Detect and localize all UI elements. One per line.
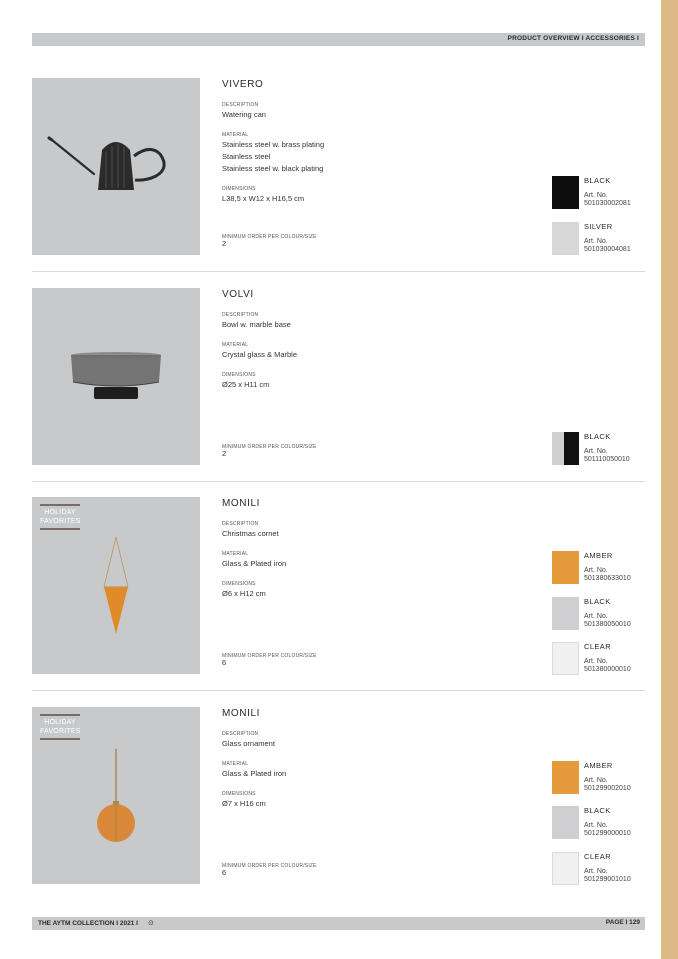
color-swatch-clear — [552, 642, 579, 675]
art-no-label: Art. No. — [584, 448, 608, 455]
color-swatch-amber — [552, 551, 579, 584]
description-label: DESCRIPTION — [222, 102, 259, 108]
material-value: Stainless steel — [222, 152, 271, 161]
ornament-image — [32, 707, 200, 884]
color-swatch-black — [552, 806, 579, 839]
art-no-value: 501299002010 — [584, 785, 631, 792]
variant-silver — [552, 222, 647, 258]
material-label: MATERIAL — [222, 132, 249, 138]
art-no-value: 501110050010 — [584, 456, 630, 463]
material-value: Stainless steel w. black plating — [222, 164, 324, 173]
variant-art-no — [584, 567, 631, 583]
color-swatch-clear — [552, 852, 579, 885]
description-value: Bowl w. marble base — [222, 320, 291, 329]
variant-art-no — [584, 822, 631, 838]
product-divider — [32, 690, 645, 691]
material-label: MATERIAL — [222, 342, 249, 348]
variant-art-no — [584, 613, 631, 629]
description-value: Watering can — [222, 110, 266, 119]
dimensions-value: L38,5 x W12 x H16,5 cm — [222, 194, 305, 203]
variant-art-no — [584, 192, 631, 208]
product-name: MONILI — [222, 708, 261, 719]
moq-value: 2 — [222, 449, 227, 458]
product-vivero — [32, 78, 645, 288]
bowl-image — [32, 288, 200, 465]
art-no-label: Art. No. — [584, 658, 608, 665]
color-swatch-silver — [552, 222, 579, 255]
variant-clear — [552, 852, 647, 888]
product-photo-christmas-cornet — [32, 497, 200, 674]
dimensions-label: DIMENSIONS — [222, 372, 256, 378]
moq-block — [222, 444, 317, 458]
product-name: MONILI — [222, 498, 261, 509]
moq-label: MINIMUM ORDER PER COLOUR/SIZE — [222, 234, 317, 240]
moq-label: MINIMUM ORDER PER COLOUR/SIZE — [222, 653, 317, 659]
product-divider — [32, 481, 645, 482]
moq-value: 6 — [222, 658, 227, 667]
dimensions-value: Ø7 x H16 cm — [222, 799, 266, 808]
badge-line: FAVORITES — [40, 518, 81, 525]
art-no-value: 501380633010 — [584, 575, 631, 582]
badge-line: HOLIDAY — [44, 719, 76, 726]
art-no-value: 501299001010 — [584, 876, 631, 883]
art-no-label: Art. No. — [584, 238, 608, 245]
page-number: PAGE I 129 — [605, 919, 640, 926]
variant-color-name: AMBER — [584, 551, 613, 560]
dimensions-label: DIMENSIONS — [222, 186, 256, 192]
product-photo-glass-ornament — [32, 707, 200, 884]
moq-label: MINIMUM ORDER PER COLOUR/SIZE — [222, 444, 317, 450]
variant-color-name: CLEAR — [584, 642, 612, 651]
brand-logo-icon: ⊙ — [147, 920, 154, 927]
art-no-value: 501299000010 — [584, 830, 631, 837]
dimensions-value: Ø25 x H11 cm — [222, 380, 270, 389]
description-label: DESCRIPTION — [222, 312, 259, 318]
variant-color-name: BLACK — [584, 176, 611, 185]
material-value: Stainless steel w. brass plating — [222, 140, 325, 149]
dimensions-value: Ø6 x H12 cm — [222, 589, 266, 598]
product-name: VOLVI — [222, 289, 254, 300]
material-value: Glass & Plated iron — [222, 769, 287, 778]
art-no-value: 501380000010 — [584, 666, 631, 673]
art-no-label: Art. No. — [584, 613, 608, 620]
art-no-label: Art. No. — [584, 777, 608, 784]
material-value: Glass & Plated iron — [222, 559, 287, 568]
variant-black — [552, 432, 647, 468]
variant-color-name: CLEAR — [584, 852, 612, 861]
art-no-value: 501030002081 — [584, 200, 631, 207]
material-value: Crystal glass & Marble — [222, 350, 298, 359]
page-footer — [32, 917, 645, 930]
description-value: Glass ornament — [222, 739, 275, 748]
moq-block — [222, 653, 317, 667]
product-divider — [32, 271, 645, 272]
variant-amber — [552, 761, 647, 797]
material-label: MATERIAL — [222, 551, 249, 557]
product-monili-cornet — [32, 497, 645, 707]
badge-line: FAVORITES — [40, 728, 81, 735]
variant-color-name: BLACK — [584, 806, 611, 815]
footer-collection — [38, 919, 154, 927]
color-swatch-amber — [552, 761, 579, 794]
art-no-label: Art. No. — [584, 868, 608, 875]
variant-black — [552, 597, 647, 633]
variant-art-no — [584, 448, 630, 464]
moq-block — [222, 234, 317, 248]
product-photo-watering-can — [32, 78, 200, 255]
art-no-value: 501030004081 — [584, 246, 631, 253]
color-swatch-black-marble — [552, 432, 579, 465]
material-label: MATERIAL — [222, 761, 249, 767]
variant-art-no — [584, 238, 631, 254]
variant-amber — [552, 551, 647, 587]
description-label: DESCRIPTION — [222, 731, 259, 737]
product-name: VIVERO — [222, 79, 264, 90]
art-no-label: Art. No. — [584, 192, 608, 199]
color-swatch-black — [552, 176, 579, 209]
variant-color-name: BLACK — [584, 432, 611, 441]
variant-clear — [552, 642, 647, 678]
description-label: DESCRIPTION — [222, 521, 259, 527]
variant-color-name: AMBER — [584, 761, 613, 770]
art-no-label: Art. No. — [584, 567, 608, 574]
moq-value: 2 — [222, 239, 227, 248]
header-breadcrumb: PRODUCT OVERVIEW I ACCESSORIES I — [507, 35, 639, 42]
variant-art-no — [584, 658, 631, 674]
variant-art-no — [584, 868, 631, 884]
variant-color-name: BLACK — [584, 597, 611, 606]
badge-line: HOLIDAY — [44, 509, 76, 516]
product-volvi — [32, 288, 645, 498]
watering-can-image — [32, 78, 200, 255]
color-swatch-black — [552, 597, 579, 630]
page-header — [32, 33, 645, 46]
dimensions-label: DIMENSIONS — [222, 791, 256, 797]
product-photo-bowl — [32, 288, 200, 465]
moq-value: 6 — [222, 868, 227, 877]
moq-block — [222, 863, 317, 877]
description-value: Christmas cornet — [222, 529, 279, 538]
footer-collection-text: THE AYTM COLLECTION I 2021 I — [38, 920, 138, 927]
accent-strip — [661, 0, 678, 959]
art-no-value: 501380050010 — [584, 621, 631, 628]
moq-label: MINIMUM ORDER PER COLOUR/SIZE — [222, 863, 317, 869]
cornet-image — [32, 497, 200, 674]
art-no-label: Art. No. — [584, 822, 608, 829]
variant-black — [552, 176, 647, 212]
variant-black — [552, 806, 647, 842]
variant-art-no — [584, 777, 631, 793]
dimensions-label: DIMENSIONS — [222, 581, 256, 587]
product-monili-ornament — [32, 707, 645, 917]
variant-color-name: SILVER — [584, 222, 613, 231]
